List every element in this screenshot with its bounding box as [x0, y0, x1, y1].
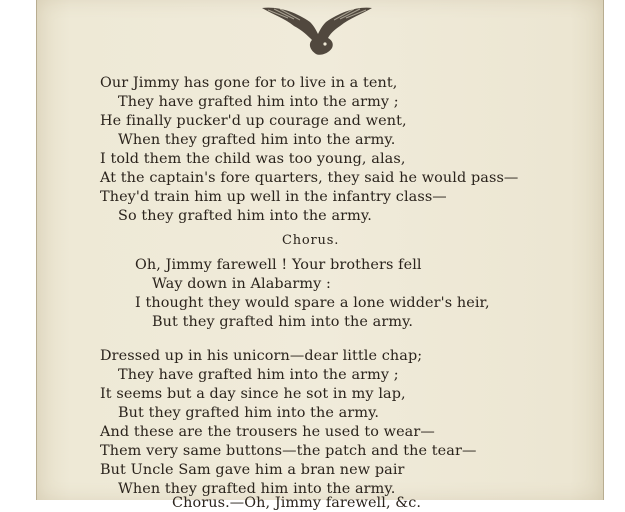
chorus-line-3: I thought they would spare a lone widder's heir,: [135, 295, 490, 311]
chorus-line-4: But they grafted him into the army.: [152, 314, 414, 330]
chorus-line-2: Way down in Alabarmy :: [152, 276, 331, 292]
verse2-line-4: But they grafted him into the army.: [118, 405, 380, 421]
left-sheet-edge: [36, 0, 37, 500]
verse2-line-2: They have grafted him into the army ;: [118, 367, 399, 383]
verse2-line-7: But Uncle Sam gave him a bran new pair: [100, 462, 405, 478]
verse2-line-3: It seems but a day since he sot in my lap,: [100, 386, 406, 402]
verse2-line-8: When they grafted him into the army.: [118, 481, 396, 497]
verse2-line-6: Them very same buttons—the patch and the tear—: [100, 443, 477, 459]
verse1-line-6: At the captain's fore quarters, they said he would pass—: [100, 170, 519, 186]
eagle-icon: [258, 0, 376, 58]
verse1-line-2: They have grafted him into the army ;: [118, 94, 399, 110]
verse2-line-1: Dressed up in his unicorn—dear little chap;: [100, 348, 423, 364]
right-sheet-edge: [603, 0, 604, 500]
chorus-line-1: Oh, Jimmy farewell ! Your brothers fell: [135, 257, 422, 273]
verse1-line-4: When they grafted him into the army.: [118, 132, 396, 148]
chorus-heading: Chorus.: [282, 233, 340, 248]
verse1-line-7: They'd train him up well in the infantry class—: [100, 189, 447, 205]
verse2-line-5: And these are the trousers he used to wear—: [100, 424, 435, 440]
verse1-line-1: Our Jimmy has gone for to live in a tent,: [100, 75, 398, 91]
verse1-line-5: I told them the child was too young, alas,: [100, 151, 406, 167]
verse1-line-3: He finally pucker'd up courage and went,: [100, 113, 407, 129]
chorus-repeat: Chorus.—Oh, Jimmy farewell, &c.: [172, 495, 422, 511]
verse1-line-8: So they grafted him into the army.: [118, 208, 372, 224]
